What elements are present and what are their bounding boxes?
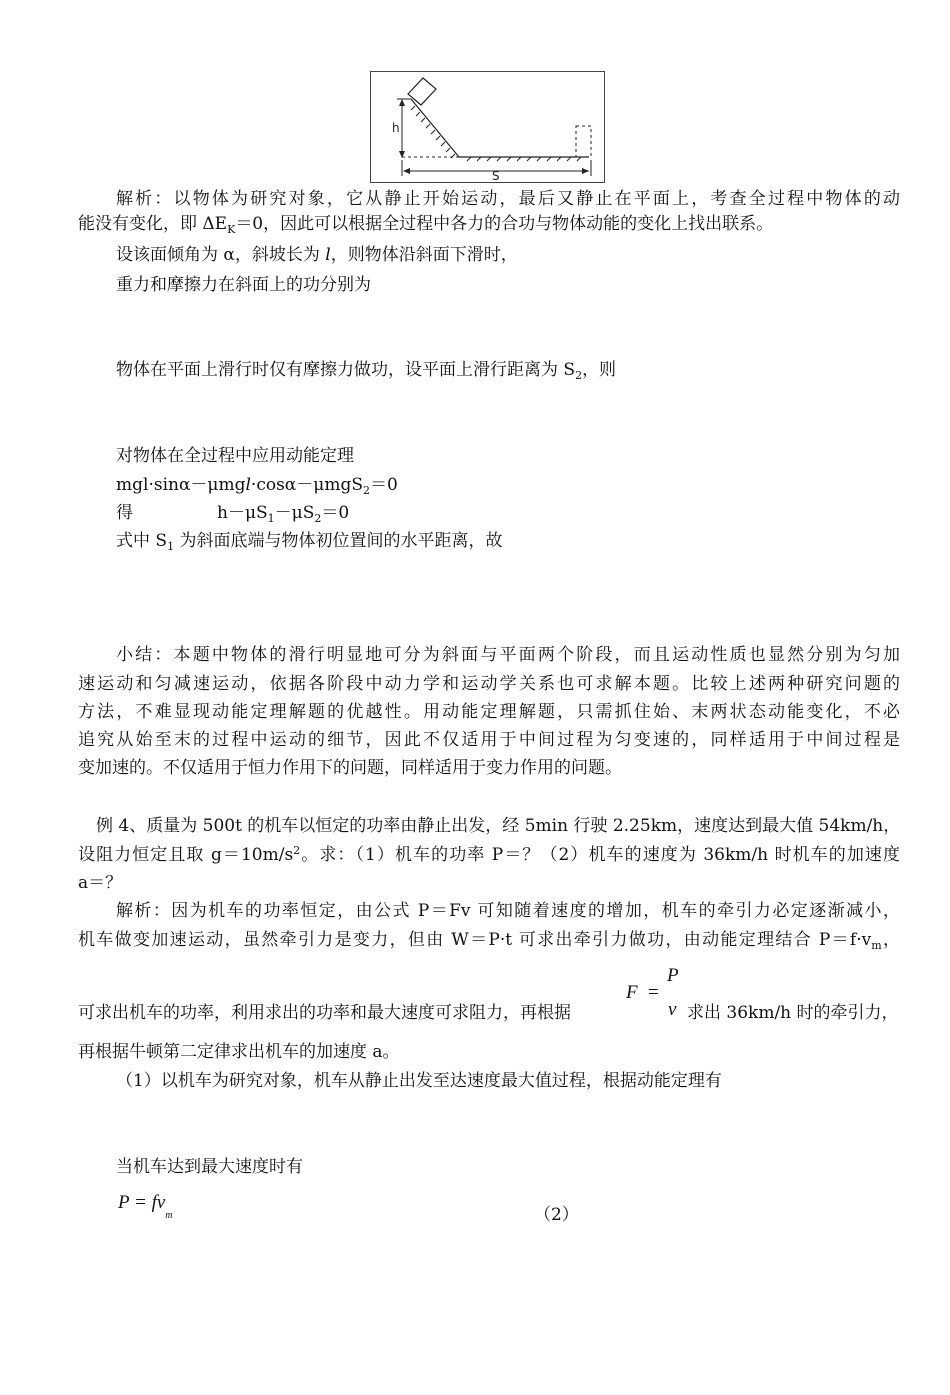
equation-number-2: （2） <box>534 1205 579 1225</box>
example4-line2: 设阻力恒定且取 $g=10m/s^2$。求：（1）机车的功率 P＝？（2）机车的速度为 36km/h 时机车的加速度 <box>78 844 900 865</box>
solution-paragraph-line1: 解析：以物体为研究对象，它从静止开始运动，最后又静止在平面上，考查全过程中物体的动 <box>116 189 900 209</box>
example4-line1: 例 4、质量为 500t 的机车以恒定的功率由静止出发，经 5min 行驶 2.25km，速度达到最大值 54km/h， <box>96 816 901 836</box>
s1-definition-line: 式中 $S_1$ 为斜面底端与物体初位置间的水平距离，故 <box>116 531 503 553</box>
incline-setup-line: 设该面倾角为 α，斜坡长为 l，则物体沿斜面下滑时， <box>116 245 518 265</box>
equation-p-fv: $P = fv_m$ <box>118 1192 173 1221</box>
equation-2: 得 $h-\mu S_1-\mu S_2=0$ <box>116 503 350 525</box>
work-on-incline-line: 重力和摩擦力在斜面上的功分别为 <box>116 275 371 295</box>
plane-friction-line: 物体在平面上滑行时仅有摩擦力做功，设平面上滑行距离为 $S_2$，则 <box>116 360 617 382</box>
example4-solution-line1: 解析：因为机车的功率恒定，由公式 P＝Fv 可知随着速度的增加，机车的牵引力必定逐渐减小， <box>116 901 900 921</box>
part1-line: （1）以机车为研究对象，机车从静止出发至达速度最大值过程，根据动能定理有 <box>116 1071 722 1091</box>
max-speed-line: 当机车达到最大速度时有 <box>116 1157 303 1177</box>
example4-solution-line4: 再根据牛顿第二定律求出机车的加速度 a。 <box>78 1042 400 1062</box>
label-s: S <box>492 169 500 182</box>
summary-line-3: 方法，不难显现动能定理解题的优越性。用动能定理解题，只需抓住始、末两状态动能变化，不必 <box>78 702 900 722</box>
label-h: h <box>392 121 400 135</box>
equation-1: mgl·sinα－μmgl·cosα－μmgS$_2$＝0 <box>116 475 398 497</box>
solution-paragraph-line2: 能没有变化，即 $\Delta E_K=0$，因此可以根据全过程中各力的合功与物体动能的变化上找出联系。 <box>78 214 774 236</box>
summary-line-5: 变加速的。不仅适用于恒力作用下的问题，同样适用于变力作用的问题。 <box>78 758 622 778</box>
example4-line3: a＝？ <box>78 873 123 893</box>
example4-solution-line3-left: 可求出机车的功率，利用求出的功率和最大速度可求阻力，再根据 <box>78 1003 571 1023</box>
incline-diagram <box>370 71 605 183</box>
summary-line-1: 小结：本题中物体的滑行明显地可分为斜面与平面两个阶段，而且运动性质也显然分别为匀加 <box>116 645 900 665</box>
example4-solution-line3-right: 求出 36km/h 时的牵引力， <box>687 1003 899 1023</box>
incline-diagram-svg <box>371 72 604 182</box>
summary-line-2: 速运动和匀减速运动，依据各阶段中动力学和运动学关系也可求解本题。比较上述两种研究问题的 <box>78 674 900 694</box>
theorem-line: 对物体在全过程中应用动能定理 <box>116 446 354 466</box>
summary-line-4: 追究从始至末的过程中运动的细节，因此不仅适用于中间过程为匀变速的，同样适用于中间过程是 <box>78 730 900 750</box>
example4-solution-line2: 机车做变加速运动，虽然牵引力是变力，但由 W＝P·t 可求出牵引力做功，由动能定理结合 $P=f\cdot v_m$， <box>78 930 901 952</box>
